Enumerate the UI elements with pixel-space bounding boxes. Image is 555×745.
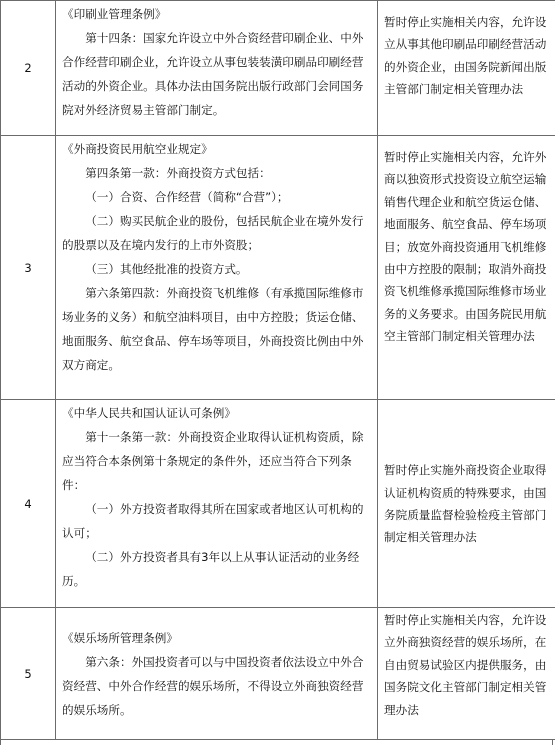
law-paragraph: 第十四条：国家允许设立中外合资经营印刷企业、中外合作经营印刷企业，允许设立从事包装装潢印刷品印刷经营活动的外资企业。具体办法由国务院出版行政部门会同国务院对外经济贸易主管部门制定。 bbox=[62, 31, 364, 117]
table-row bbox=[1, 400, 555, 608]
law-paragraph: （二）购买民航企业的股份，包括民航企业在境外发行的股票以及在境内发行的上市外资股； bbox=[62, 214, 364, 252]
note-text: 暂时停止实施相关内容，允许设立从事其他印刷品印刷经营活动的外资企业，由国务院新闻出版主管部门制定相关管理办法 bbox=[384, 15, 547, 97]
note-text: 暂时停止实施相关内容，允许外商以独资形式投资设立航空运输销售代理企业和航空货运仓储、地面服务、航空食品、停车场项目；放宽外商投资通用飞机维修由中方控股的限制；取消外商投资飞机维修承揽国际维修市场业务的义务要求。由国务院民用航空主管部门制定相关管理办法 bbox=[384, 150, 547, 344]
row-number: 4 bbox=[1, 400, 56, 608]
law-paragraph: （一）外方投资者取得其所在国家或者地区认可机构的认可； bbox=[62, 502, 364, 540]
law-title: 《娱乐场所管理条例》 bbox=[62, 630, 178, 645]
law-cell bbox=[56, 608, 378, 740]
row-number: 5 bbox=[1, 608, 56, 740]
law-cell bbox=[56, 1, 378, 136]
law-paragraph: 第四条第一款：外商投资方式包括： bbox=[85, 166, 271, 180]
law-paragraph: （三）其他经批准的投资方式。 bbox=[85, 262, 248, 276]
row-number: 3 bbox=[1, 136, 56, 400]
note-cell bbox=[378, 400, 555, 608]
law-paragraph: （二）外方投资者具有3年以上从事认证活动的业务经历。 bbox=[62, 550, 360, 588]
law-paragraph: （一）合资、合作经营（简称“合营”）； bbox=[85, 190, 289, 204]
law-paragraph: 第十一条第一款：外商投资企业取得认证机构资质，除应当符合本条例第十条规定的条件外，还应当符合下列条件： bbox=[62, 430, 364, 492]
law-paragraph: 第六条：外国投资者可以与中国投资者依法设立中外合资经营、中外合作经营的娱乐场所，不得设立外商独资经营的娱乐场所。 bbox=[62, 654, 364, 717]
note-text: 暂时停止实施相关内容，允许设立外商独资经营的娱乐场所，在自由贸易试验区内提供服务，由国务院文化主管部门制定相关管理办法 bbox=[384, 613, 547, 717]
note-cell bbox=[378, 136, 555, 400]
law-title: 《外商投资民用航空业规定》 bbox=[62, 142, 213, 156]
law-title: 《中华人民共和国认证认可条例》 bbox=[62, 406, 236, 420]
law-cell bbox=[56, 400, 378, 608]
law-cell bbox=[56, 136, 378, 400]
note-cell bbox=[378, 608, 555, 740]
table-row bbox=[1, 1, 555, 136]
row-number: 2 bbox=[1, 1, 56, 136]
note-text: 暂时停止实施外商投资企业取得认证机构资质的特殊要求，由国务院质量监督检验检疫主管部门制定相关管理办法 bbox=[384, 463, 547, 545]
law-title: 《印刷业管理条例》 bbox=[62, 7, 167, 21]
table-row bbox=[1, 608, 555, 740]
table-row bbox=[1, 136, 555, 400]
law-paragraph: 第六条第四款：外商投资飞机维修（有承揽国际维修市场业务的义务）和航空油料项目，由中方控股；货运仓储、地面服务、航空食品、停车场等项目，外商投资比例由中外双方商定。 bbox=[62, 286, 364, 372]
next-row-edge bbox=[0, 740, 553, 745]
note-cell bbox=[378, 1, 555, 136]
